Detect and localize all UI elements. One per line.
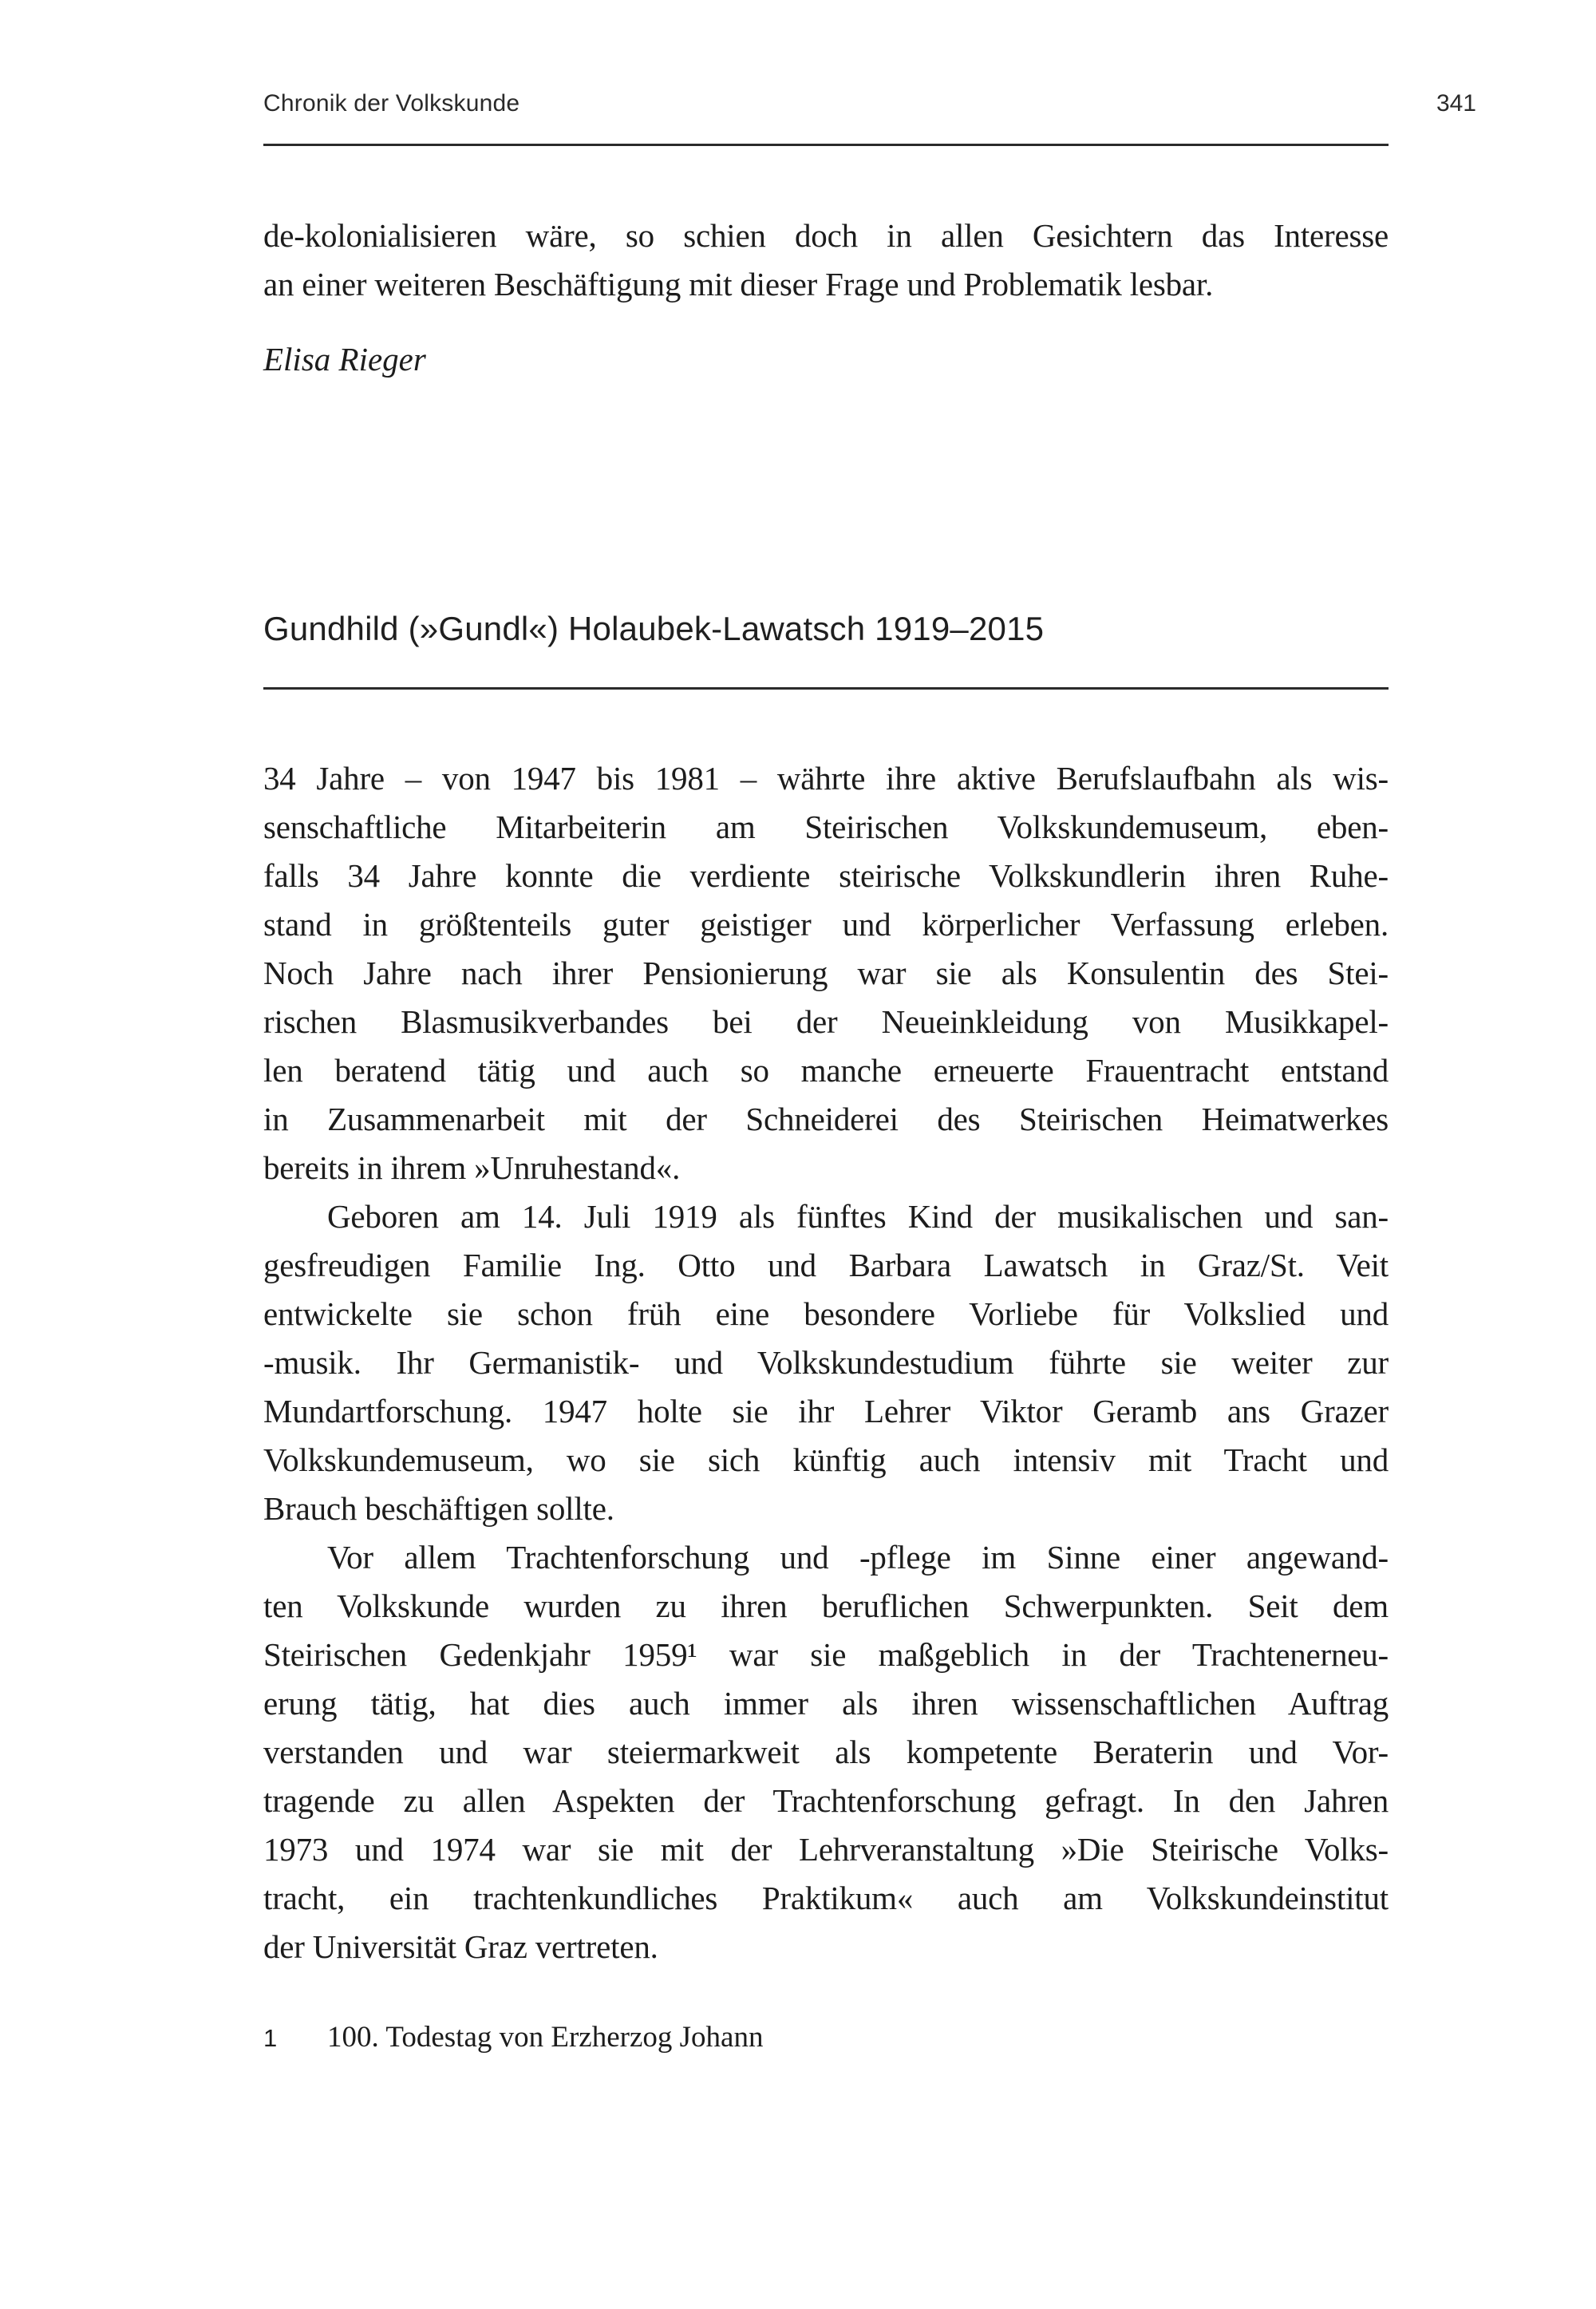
text-line: entwickelte sie schon früh eine besondere Vorliebe für Volkslied und <box>263 1295 1389 1332</box>
text-line: senschaftliche Mitarbeiterin am Steirischen Volkskundemuseum, eben- <box>263 809 1389 845</box>
text-line: der Universität Graz vertreten. <box>263 1928 658 1965</box>
intro-section <box>263 212 1389 384</box>
text-line: Volkskundemuseum, wo sie sich künftig auch intensiv mit Tracht und <box>263 1441 1389 1478</box>
footnote-marker: 1 <box>263 2024 278 2052</box>
text-line: 1973 und 1974 war sie mit der Lehrveranstaltung »Die Steirische Volks- <box>263 1831 1389 1868</box>
article-body <box>263 754 1389 1971</box>
text-line: Geboren am 14. Juli 1919 als fünftes Kind der musikalischen und san- <box>327 1198 1389 1235</box>
running-header-title: Chronik der Volkskunde <box>263 90 520 117</box>
author-name: Elisa Rieger <box>263 341 426 378</box>
text-line: Mundartforschung. 1947 holte sie ihr Lehrer Viktor Geramb ans Grazer <box>263 1393 1389 1429</box>
text-line: Noch Jahre nach ihrer Pensionierung war sie als Konsulentin des Stei- <box>263 955 1389 991</box>
text-line: len beratend tätig und auch so manche erneuerte Frauentracht entstand <box>263 1052 1389 1089</box>
intro-paragraph <box>263 212 1389 309</box>
text-line: rischen Blasmusikverbandes bei der Neueinkleidung von Musikkapel- <box>263 1003 1389 1040</box>
footnote-text: 100. Todestag von Erzherzog Johann <box>327 2021 764 2054</box>
text-line: tragende zu allen Aspekten der Trachtenforschung gefragt. In den Jahren <box>263 1782 1389 1819</box>
text-line: falls 34 Jahre konnte die verdiente steirische Volkskundlerin ihren Ruhe- <box>263 857 1389 894</box>
text-line: -musik. Ihr Germanistik- und Volkskundestudium führte sie weiter zur <box>263 1344 1389 1381</box>
text-line: erung tätig, hat dies auch immer als ihren wissenschaftlichen Auftrag <box>263 1685 1389 1722</box>
text-line: Brauch beschäftigen sollte. <box>263 1490 614 1527</box>
text-line: in Zusammenarbeit mit der Schneiderei des Steirischen Heimatwerkes <box>263 1101 1389 1137</box>
text-line: Vor allem Trachtenforschung und -pflege im Sinne einer angewand- <box>327 1539 1389 1576</box>
text-column <box>263 0 1389 2058</box>
text-line: ten Volkskunde wurden zu ihren beruflichen Schwerpunkten. Seit dem <box>263 1587 1389 1624</box>
text-line: gesfreudigen Familie Ing. Otto und Barbara Lawatsch in Graz/St. Veit <box>263 1247 1389 1283</box>
text-line: bereits in ihrem »Unruhestand«. <box>263 1149 681 1186</box>
text-line: verstanden und war steiermarkweit als kompetente Beraterin und Vor- <box>263 1734 1389 1770</box>
obituary-section <box>263 609 1389 1971</box>
text-line: de-kolonialisieren wäre, so schien doch in allen Gesichtern das Interesse <box>263 217 1389 254</box>
text-line: an einer weiteren Beschäftigung mit dieser Frage und Problematik lesbar. <box>263 266 1214 302</box>
text-line: stand in größtenteils guter geistiger und körperlicher Verfassung erleben. <box>263 906 1389 943</box>
section-heading: Gundhild (»Gundl«) Holaubek-Lawatsch 1919–2015 <box>263 610 1045 647</box>
text-line: Steirischen Gedenkjahr 1959¹ war sie maßgeblich in der Trachtenerneu- <box>263 1636 1389 1673</box>
heading-rule <box>263 687 1389 690</box>
footnote <box>263 2018 1389 2058</box>
text-line: tracht, ein trachtenkundliches Praktikum« auch am Volkskundeinstitut <box>263 1880 1389 1916</box>
page-number: 341 <box>1436 90 1476 117</box>
text-line: 34 Jahre – von 1947 bis 1981 – währte ihre aktive Berufslaufbahn als wis- <box>263 760 1389 797</box>
